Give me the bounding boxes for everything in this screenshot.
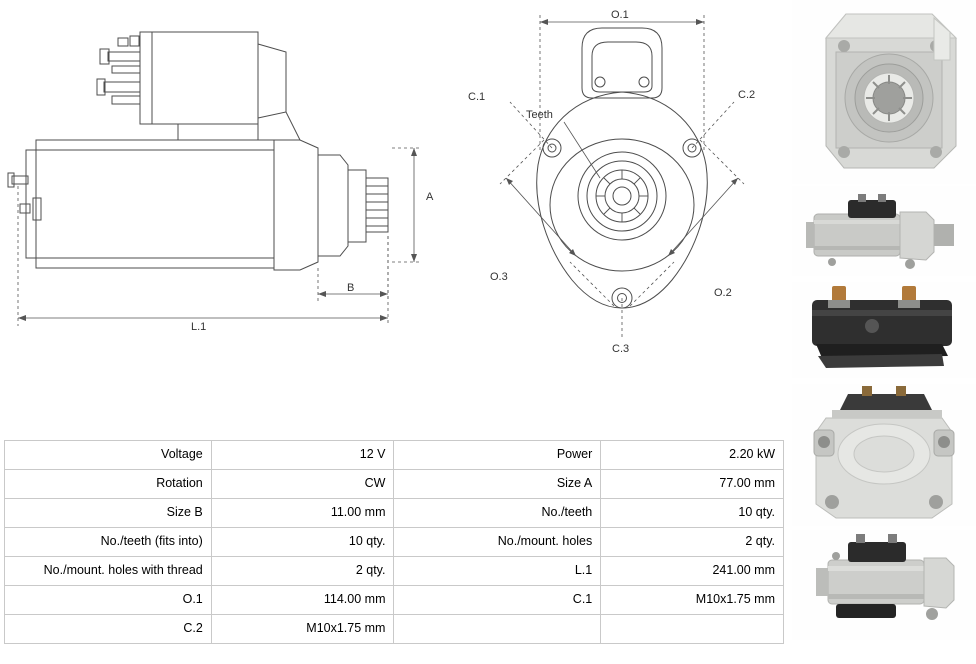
starter-motor-front-view [452,0,792,430]
spec-value: 2 qty. [601,528,784,557]
spec-value: 2 qty. [211,557,394,586]
starter-photo-side-right[interactable] [792,530,976,640]
spec-value: 2.20 kW [601,441,784,470]
dimension-label-a: A [426,191,434,203]
spec-label: No./teeth [394,499,601,528]
table-row [5,499,784,528]
spec-value: 10 qty. [211,528,394,557]
starter-photo-solenoid-top[interactable] [792,282,976,378]
spec-value: 11.00 mm [211,499,394,528]
spec-value: CW [211,470,394,499]
table-row [5,528,784,557]
spec-label: Size B [5,499,212,528]
spec-label: C.1 [394,586,601,615]
spec-label: Voltage [5,441,212,470]
dimension-label-o3: O.3 [490,271,508,283]
spec-label: L.1 [394,557,601,586]
spec-value: M10x1.75 mm [601,586,784,615]
spec-value: 10 qty. [601,499,784,528]
product-photo-gallery [792,0,976,664]
spec-label: Rotation [5,470,212,499]
specification-table [4,440,784,644]
dimension-label-c2: C.2 [738,89,756,101]
dimension-label-c3: C.3 [612,343,630,355]
spec-value: 77.00 mm [601,470,784,499]
spec-value: 12 V [211,441,394,470]
spec-label: C.2 [5,615,212,644]
table-row [5,441,784,470]
dimension-label-o2: O.2 [714,287,732,299]
table-row [5,615,784,644]
table-row [5,470,784,499]
table-row [5,557,784,586]
table-row [5,586,784,615]
dimension-label-teeth: Teeth [526,109,553,121]
spec-value: 114.00 mm [211,586,394,615]
dimension-label-b: B [347,282,355,294]
spec-label: Size A [394,470,601,499]
spec-value: M10x1.75 mm [211,615,394,644]
spec-label-empty [394,615,601,644]
spec-value-empty [601,615,784,644]
spec-label: No./mount. holes [394,528,601,557]
dimension-label-l1: L.1 [191,321,207,333]
spec-label: O.1 [5,586,212,615]
spec-label: No./mount. holes with thread [5,557,212,586]
spec-value: 241.00 mm [601,557,784,586]
starter-photo-mounting-flange[interactable] [792,384,976,526]
spec-label: No./teeth (fits into) [5,528,212,557]
dimension-label-o1: O.1 [611,9,629,21]
dimension-label-c1: C.1 [468,91,486,103]
starter-motor-side-view [0,0,452,430]
starter-photo-front-angle[interactable] [792,0,976,184]
starter-photo-side-left[interactable] [792,186,976,276]
spec-label: Power [394,441,601,470]
